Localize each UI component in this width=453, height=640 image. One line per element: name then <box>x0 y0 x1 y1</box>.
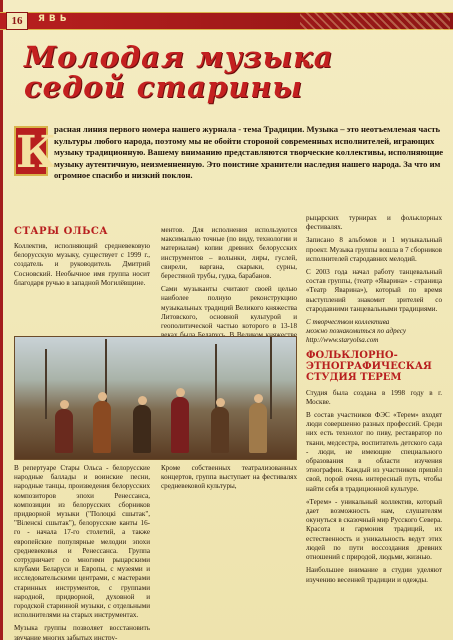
signature-line: С творчеством коллектива <box>306 318 390 327</box>
paragraph: Кроме собственных театрализованных концертов, группа выступает на фестивалях средневековой культуры, <box>161 464 297 491</box>
column-1-bottom <box>14 464 150 640</box>
paragraph: Сами музыканты считают своей целью наиболее полную реконструкцию музыкальных традиций Великого княжества Литовского, основной культурой и геополитической частью которого в 13-18 <box>161 285 297 331</box>
paragraph: В репертуаре Стары Ольса - белорусские народные баллады и воинские песни, народные танцы, произведения белорусских композиторов эпохи Ренессанса, композиции из белорусских сборников придворной музыки ("Полоцкі сшытак", "Віленскі сшытак"), белорусские канты 16-го - начала 17-го столетий, а также европейские популярные мелодии эпохи средневековья и Ренессанса. Группа сотрудничает со многими рыцарскими клубами Беларуси и Европы, с музеями и исследовательскими центрами, с мастерами старинных инструментов, с группами народной, придворной, духовной и городской старинной музыки, с отдельными исполнителями на старых инструментах. <box>14 464 150 620</box>
paragraph: Наибольшее внимание в студии уделяют изучению весенней традиции и одежды. <box>306 566 442 584</box>
paragraph: С 2003 года начал работу танцевальный состав группы, (театр «Яварина» - страница «Театр Яварина»), который по время выступлений знакомит зрителей со стародавними танцевальными традициями. <box>306 268 442 313</box>
musician-figure <box>249 403 267 453</box>
column-2-bottom <box>161 464 297 496</box>
paragraph: рыцарских турнирах и фольклорных фестивалях. <box>306 214 442 232</box>
title-line-1: Молодая музыка <box>24 40 334 74</box>
musician-head <box>60 400 69 409</box>
musician-head <box>138 396 147 405</box>
tree-trunk <box>270 336 272 419</box>
musician-figure <box>171 397 189 453</box>
paragraph: Музыка группы позволяет восстановить звучание многих забытых инстру- <box>14 624 150 640</box>
paragraph: ментов. Для исполнения используются максимально точные (по виду, технологии и материалам) копии древних белорусских инструментов – волынки, лиры, гуслей, свирели, варгана, скарыки, сурны, берестяной трубы, гудка, барабанов. <box>161 226 297 281</box>
musician-head <box>254 394 263 403</box>
paragraph: Коллектив, исполняющий средневековую белорусскую музыку, существует с 1999 г., создатель и руководитель Дмитрий Сосновский. Необычное имя группа носит благодаря ручью в западной Могилёвщине. <box>14 242 150 287</box>
signature-line: можно познакомиться по адресу <box>306 327 406 336</box>
musician-head <box>216 398 225 407</box>
paragraph: В состав участников ФЭС «Терем» входят люди совершенно разных профессий. Среди них есть технолог по пиву, реставратор по ткани, медсестра, воспитатель детского сада - люди, не имеющие специального образования в области изучения этнографии. Каждый из участников пришёл свой, порой очень интересный путь, чтобы найти себя в традиционной культуре. <box>306 411 442 493</box>
column-3 <box>306 214 442 589</box>
musician-figure <box>93 401 111 453</box>
section-heading-stary-olsa: СТАРЫ ОЛЬСА <box>14 226 108 237</box>
header-ornament <box>300 12 450 30</box>
page-number: 16 <box>6 12 28 30</box>
musician-figure <box>211 407 229 453</box>
musician-figure <box>133 405 151 453</box>
band-photo-stary-olsa <box>14 336 297 460</box>
intro-text: расная линия первого номера нашего журнала - тема Традиции. Музыка – это неотъемлемая часть культуры любого народа, поэтому мы не обойти стороной современных исполнителей, играющих музыку традиционную. Вашему вниманию представляются творческие коллективы, исполняющие музыку аутентичную, неизменненную. Это поистине хранители наследия нашего народа. За что им огромное спасибо и низкий поклон. <box>54 124 444 181</box>
column-1-top <box>14 226 150 292</box>
website-link[interactable]: http://www.staryolsa.com <box>306 336 379 345</box>
title-line-2: седой старины <box>24 70 303 104</box>
intro-paragraph <box>14 124 446 182</box>
musician-figure <box>55 409 73 453</box>
musician-head <box>176 388 185 397</box>
paragraph: «Терем» - уникальный коллектив, который дает возможность нам, слушателям окунуться в сказочный мир Русского Севера. Красота и гармония традиций, их естественность и уникальность ведут этих людей по пути воссоздания древних отношений с природой, людьми, жизнью. <box>306 497 442 562</box>
paragraph: Записано 8 альбомов и 1 музыкальный проект. Музыка группы вошла в 7 сборников исполнителей стародавних мелодий. <box>306 236 442 263</box>
section-label: ЯВЬ <box>38 14 71 24</box>
section-heading-terem: ФОЛЬКЛОРНО-ЭТНОГРАФИЧЕСКАЯ СТУДИЯ ТЕРЕМ <box>306 349 432 383</box>
tree-trunk <box>45 349 47 419</box>
musician-head <box>98 392 107 401</box>
page-title <box>24 42 434 102</box>
paragraph: Студия была создана в 1998 году в г. Москве. <box>306 388 442 406</box>
dropcap-letter: К <box>16 127 57 178</box>
